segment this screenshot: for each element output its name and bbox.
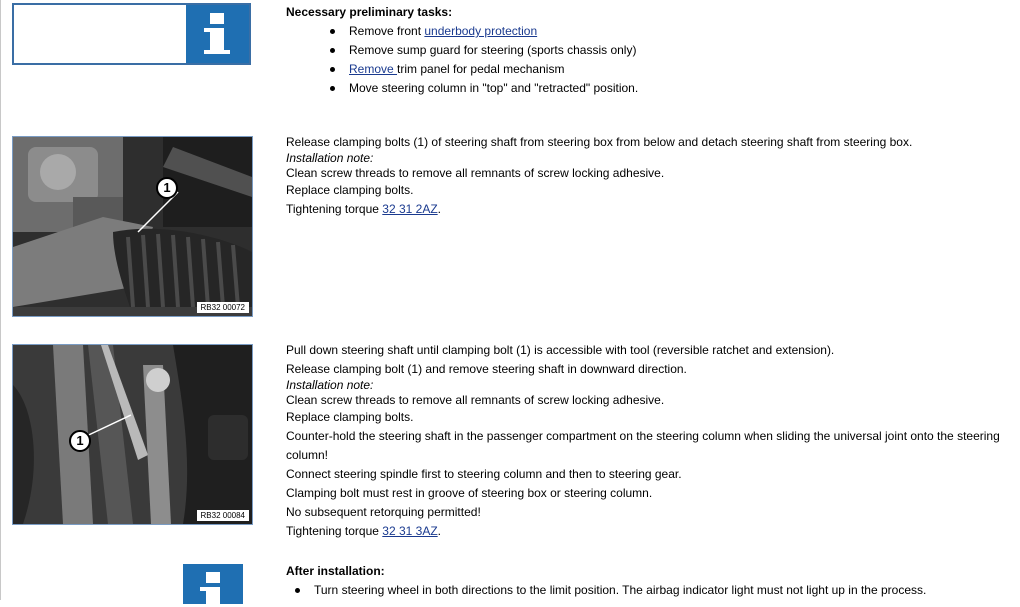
step1-instruction: Release clamping bolts (1) of steering shaft from steering box from below and detach steering shaft from steering box. [286, 135, 913, 149]
installation-note-text: Clean screw threads to remove all remnants of screw locking adhesive. [286, 393, 665, 407]
preliminary-heading: Necessary preliminary tasks: [286, 5, 453, 19]
step2-replace: Replace clamping bolts. [286, 410, 414, 424]
list-item: Turn steering wheel in both directions to the limit position. The airbag indicator light must not light up in the process. [286, 581, 1016, 600]
step1-text [286, 133, 1016, 219]
step2-connect: Connect steering spindle first to steering column and then to steering gear. [286, 467, 682, 481]
installation-note-text: Clean screw threads to remove all remnants of screw locking adhesive. [286, 166, 665, 180]
list-item: Remove sump guard for steering (sports chassis only) [286, 41, 986, 60]
preliminary-list [286, 22, 986, 98]
photo-steering-shaft [12, 344, 253, 525]
step1-replace: Replace clamping bolts. [286, 183, 414, 197]
info-box [12, 3, 251, 65]
torque-link-3az[interactable]: 32 31 3AZ [382, 524, 438, 538]
installation-note-label: Installation note: [286, 378, 374, 392]
photo-steering-box-bolts [12, 136, 253, 317]
engine-bay-image [13, 137, 252, 316]
step2-no-retorque: No subsequent retorquing permitted! [286, 505, 481, 519]
step2-counter-hold: Counter-hold the steering shaft in the passenger compartment on the steering column when sliding the universal joint onto the steering column! [286, 429, 1000, 462]
info-icon [183, 564, 243, 604]
list-item: Move steering column in "top" and "retracted" position. [286, 79, 986, 98]
info-icon [186, 5, 249, 63]
after-installation-list [286, 581, 1016, 600]
callout-1: 1 [69, 430, 91, 452]
step2-text [286, 341, 1020, 541]
step2-groove: Clamping bolt must rest in groove of steering box or steering column. [286, 486, 653, 500]
step2-release: Release clamping bolt (1) and remove steering shaft in downward direction. [286, 362, 687, 376]
after-installation [286, 562, 1016, 600]
installation-note-label: Installation note: [286, 151, 374, 165]
callout-1: 1 [156, 177, 178, 199]
step2-instruction: Pull down steering shaft until clamping bolt (1) is accessible with tool (reversible ratchet and extension). [286, 343, 835, 357]
torque-link-2az[interactable]: 32 31 2AZ [382, 202, 438, 216]
list-item: Remove trim panel for pedal mechanism [286, 60, 986, 79]
underbody-protection-link[interactable]: underbody protection [424, 24, 538, 38]
preliminary-tasks [286, 3, 986, 98]
left-border [0, 0, 1, 600]
steering-shaft-image [13, 345, 252, 524]
remove-link[interactable]: Remove [349, 62, 398, 76]
image-code: RB32 00084 [197, 510, 249, 521]
step1-torque: Tightening torque 32 31 2AZ. [286, 202, 442, 216]
list-item: Remove front underbody protection [286, 22, 986, 41]
after-installation-heading: After installation: [286, 564, 385, 578]
step2-torque: Tightening torque 32 31 3AZ. [286, 524, 442, 538]
image-code: RB32 00072 [197, 302, 249, 313]
